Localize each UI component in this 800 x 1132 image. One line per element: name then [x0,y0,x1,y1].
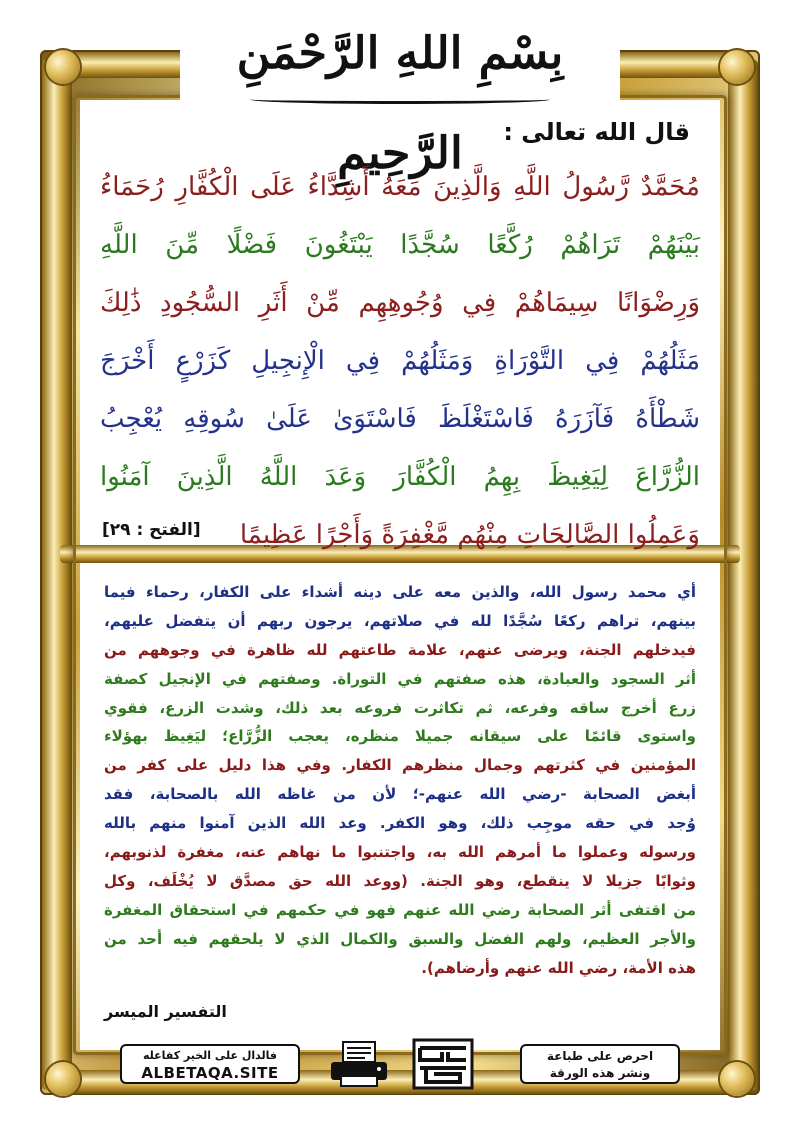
verse-text [100,158,700,564]
verse-line: مُحَمَّدٌ رَّسُولُ اللَّهِ وَالَّذِينَ مَعَهُ أَشِدَّاءُ عَلَى الْكُفَّارِ رُحَمَاءُ [100,172,700,202]
verse-line: الزُّرَّاعَ لِيَغِيظَ بِهِمُ الْكُفَّارَ وَعَدَ اللَّهُ الَّذِينَ آمَنُوا [100,462,700,492]
footer-print-box [520,1044,680,1084]
basmala-calligraphy: بِسْمِ اللهِ الرَّحْمَنِ الرَّحِيمِ [236,28,564,179]
verse-intro: قال الله تعالى : [503,118,690,146]
footer-slogan: فالدال على الخير كفاعله [142,1049,278,1062]
tafsir-line: فيدخلهم الجنة، ويرضى عنهم، علامة طاعتهم لله ظاهرة في وجوههم من [104,640,696,659]
footer-site-link[interactable]: ALBETAQA.SITE [141,1064,279,1082]
tafsir-line: زرع أخرج ساقه وفرعه، ثم تكاثرت فروعه بعد ذلك، وشدت الزرع، فقوي [104,698,696,717]
verse-line: وَعَمِلُوا الصَّالِحَاتِ مِنْهُم مَّغْفِرَةً وَأَجْرًا عَظِيمًا [239,520,700,550]
tafsir-line: أبغض الصحابة -رضي الله عنهم-؛ لأن من غاظه الله بالصحابة، فقد [104,785,696,804]
footer-share-line: ونشر هذه الورقة [549,1066,651,1080]
frame-corner-ornament [720,50,754,84]
frame-corner-ornament [46,50,80,84]
verse-line: شَطْأَهُ فَآزَرَهُ فَاسْتَغْلَظَ فَاسْتَوَىٰ عَلَىٰ سُوقِهِ يُعْجِبُ [100,404,700,434]
verse-line: بَيْنَهُمْ تَرَاهُمْ رُكَّعًا سُجَّدًا يَبْتَغُونَ فَضْلًا مِّنَ اللَّهِ [100,230,700,260]
tafsir-line: هذه الأمة، رضي الله عنهم وأرضاهم). [421,958,696,977]
frame-corner-ornament [720,1062,754,1096]
logo-icon [412,1038,474,1090]
footer-site-box [120,1044,300,1084]
tafsir-line: ورسوله وعملوا ما أمرهم الله به، واجتنبوا ما نهاهم عنه، مغفرة لذنوبهم، [104,843,696,862]
verse-line: وَرِضْوَانًا سِيمَاهُمْ فِي وُجُوهِهِم مِّنْ أَثَرِ السُّجُودِ ذَٰلِكَ [100,288,700,318]
tafsir-line: واستوى قائمًا على سيقانه جميلا منظره، يعجب الزُّرَّاع؛ ليَغِيظ بهؤلاء [104,727,696,746]
tafsir-line: المؤمنين في كثرتهم وجمال منظرهم الكفار. وفي هذا دليل على كفر من [104,756,696,775]
verse-reference: [الفتح : ٢٩] [102,520,201,540]
frame-left-pillar [42,60,72,1090]
footer-print-line: احرص على طباعة [546,1049,654,1063]
tafsir-line: وثوابًا جزيلا لا ينقطع، وهو الجنة. (ووعد الله حق مصدَّق لا يُخْلَف، وكل [104,871,696,890]
footer-strip [120,1038,680,1090]
tafsir-line: وُجد في حقه موجِب ذلك، وهو الكفر. وعد الله الذين آمنوا منهم بالله [104,814,696,833]
verse-line: مَثَلُهُمْ فِي التَّوْرَاةِ وَمَثَلُهُمْ فِي الْإِنجِيلِ كَزَرْعٍ أَخْرَجَ [100,346,700,376]
tafsir-line: بينهم، تراهم ركعًا سُجَّدًا لله في صلاتهم، يرجون ربهم أن يتفضل عليهم، [104,611,696,630]
frame-right-pillar [728,60,758,1090]
tafsir-line: والأجر العظيم، ولهم الفضل والسبق والكمال الذي لا يلحقهم فيه أحد من [104,929,696,948]
tafsir-text [104,578,696,982]
tafsir-line: أي محمد رسول الله، والذين معه على دينه أشداء على الكفار، رحماء فيما [104,583,696,601]
printer-icon [325,1040,393,1088]
basmala-flourish [250,95,550,104]
tafsir-line: أثر السجود والعبادة، هذه صفتهم في التوراة. وصفتهم في الإنجيل كصفة [104,669,696,688]
tafsir-line: من اقتفى أثر الصحابة رضي الله عنهم فهو في حكمهم في استحقاق المغفرة [104,900,696,919]
tafsir-source: التفسير الميسر [104,1002,227,1021]
frame-corner-ornament [46,1062,80,1096]
